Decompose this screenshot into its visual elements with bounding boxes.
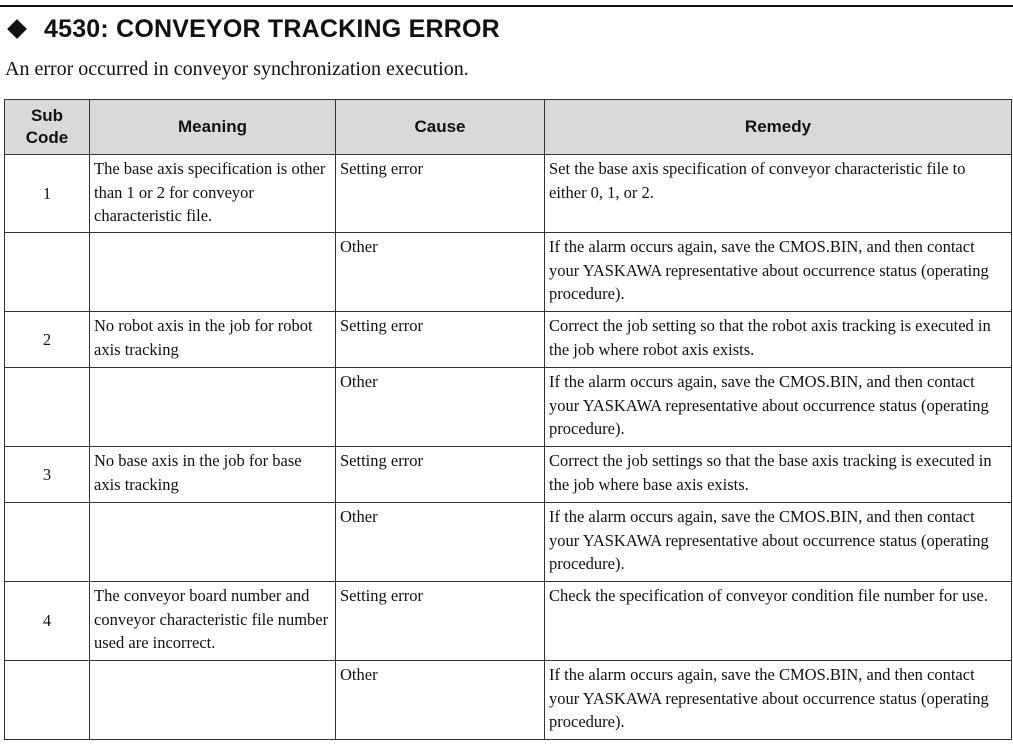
alarm-table: [4, 99, 1012, 740]
sub-code-cell-empty: [5, 233, 90, 312]
table-row: [5, 233, 1012, 312]
table-row: [5, 661, 1012, 740]
page-heading: [4, 12, 500, 46]
meaning-cell-empty: [90, 368, 336, 447]
intro-text: An error occurred in conveyor synchronization execution.: [5, 58, 469, 80]
sub-code-cell-empty: [5, 661, 90, 740]
cause-cell: Other: [336, 661, 545, 740]
table-row: [5, 503, 1012, 582]
cause-cell: Setting error: [336, 312, 545, 368]
meaning-cell-empty: [90, 503, 336, 582]
header-cause: Cause: [336, 100, 545, 155]
remedy-cell: If the alarm occurs again, save the CMOS.BIN, and then contact your YASKAWA representative about occurrence status (operating procedure).: [545, 661, 1012, 740]
sub-code-cell: 1: [5, 155, 90, 233]
meaning-cell: The conveyor board number and conveyor characteristic file number used are incorrect.: [90, 582, 336, 661]
table-row: [5, 582, 1012, 661]
table-row: [5, 312, 1012, 368]
header-sub-code-line1: Sub: [30, 106, 64, 125]
sub-code-cell-empty: [5, 503, 90, 582]
sub-code-cell: 4: [5, 582, 90, 661]
sub-code-cell-empty: [5, 368, 90, 447]
meaning-cell-empty: [90, 661, 336, 740]
cause-cell: Other: [336, 233, 545, 312]
remedy-cell: Correct the job settings so that the base axis tracking is executed in the job where base axis exists.: [545, 447, 1012, 503]
table-row: [5, 368, 1012, 447]
header-sub-code: [5, 100, 90, 155]
meaning-cell: No base axis in the job for base axis tracking: [90, 447, 336, 503]
remedy-cell: If the alarm occurs again, save the CMOS.BIN, and then contact your YASKAWA representative about occurrence status (operating procedure).: [545, 233, 1012, 312]
sub-code-cell: 3: [5, 447, 90, 503]
meaning-cell-empty: [90, 233, 336, 312]
cause-cell: Other: [336, 368, 545, 447]
remedy-cell: If the alarm occurs again, save the CMOS.BIN, and then contact your YASKAWA representative about occurrence status (operating procedure).: [545, 368, 1012, 447]
cause-cell: Setting error: [336, 582, 545, 661]
table-row: [5, 447, 1012, 503]
top-rule: [0, 5, 1013, 7]
cause-cell: Other: [336, 503, 545, 582]
table-row: [5, 155, 1012, 233]
cause-cell: Setting error: [336, 447, 545, 503]
meaning-cell: No robot axis in the job for robot axis tracking: [90, 312, 336, 368]
meaning-cell: The base axis specification is other than 1 or 2 for conveyor characteristic file.: [90, 155, 336, 233]
header-sub-code-line2: Code: [25, 128, 69, 147]
sub-code-cell: 2: [5, 312, 90, 368]
header-meaning: Meaning: [90, 100, 336, 155]
remedy-cell: Check the specification of conveyor condition file number for use.: [545, 582, 1012, 661]
remedy-cell: Correct the job setting so that the robot axis tracking is executed in the job where robot axis exists.: [545, 312, 1012, 368]
header-remedy: Remedy: [545, 100, 1012, 155]
diamond-bullet-icon: [7, 19, 27, 39]
remedy-cell: If the alarm occurs again, save the CMOS.BIN, and then contact your YASKAWA representative about occurrence status (operating procedure).: [545, 503, 1012, 582]
remedy-cell: Set the base axis specification of conveyor characteristic file to either 0, 1, or 2.: [545, 155, 1012, 233]
cause-cell: Setting error: [336, 155, 545, 233]
table-header-row: [5, 100, 1012, 155]
page-title: 4530: CONVEYOR TRACKING ERROR: [44, 14, 500, 43]
